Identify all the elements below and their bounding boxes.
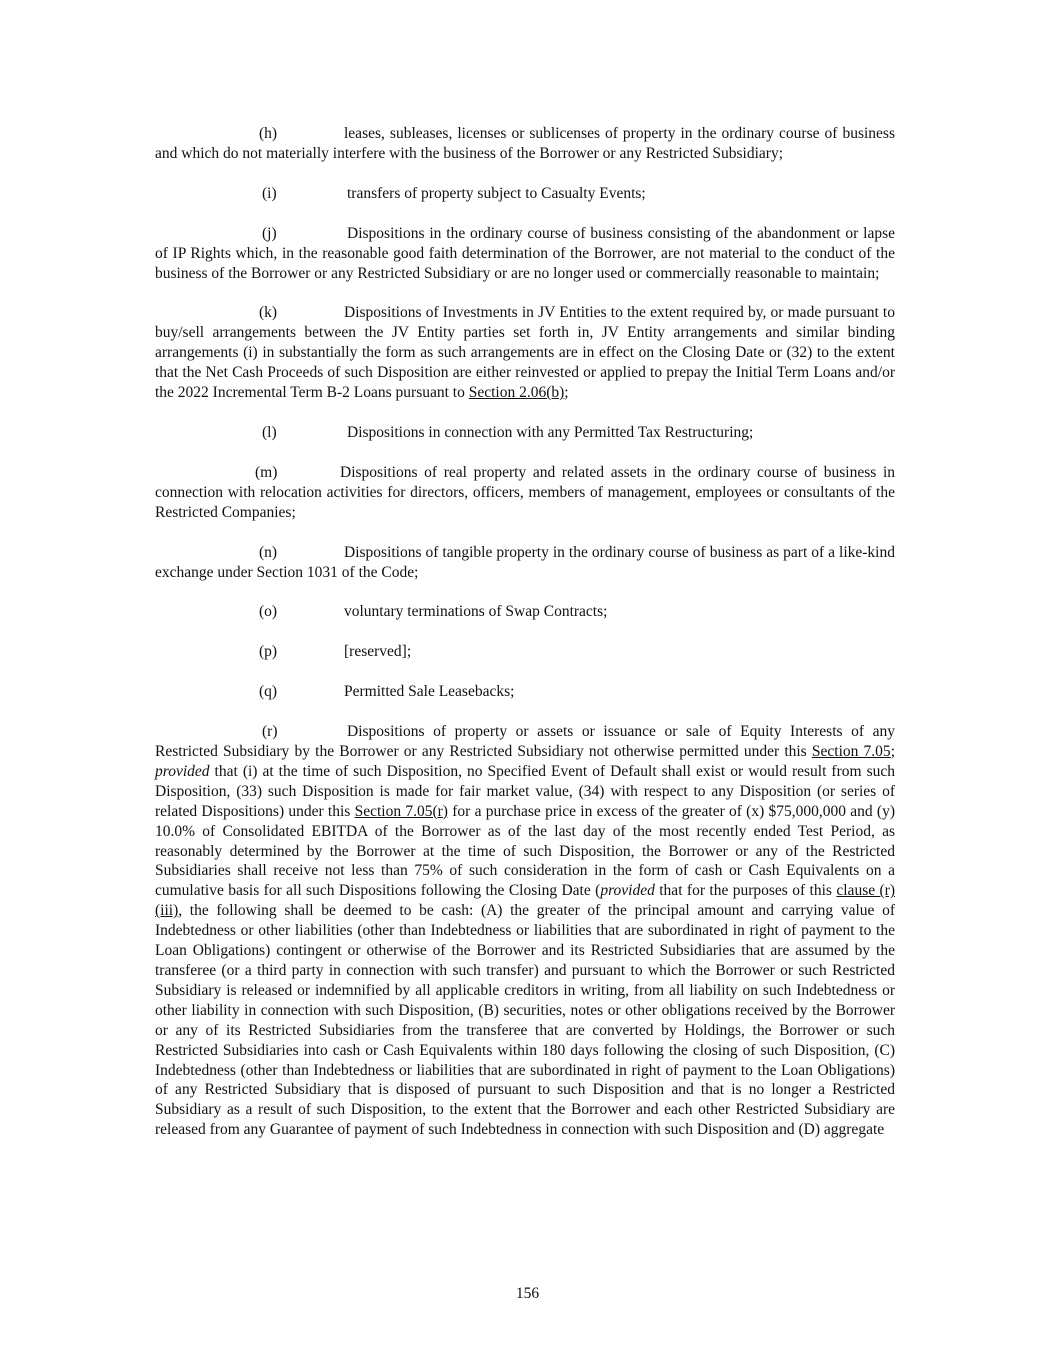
clause-label: (o) (259, 603, 278, 621)
clause-label: (n) (259, 543, 278, 561)
clause-text: ; (890, 743, 895, 761)
clause-m (155, 463, 895, 523)
clause-text: , the following shall be deemed to be cash: (A) the greater of the principal amount and carrying value of Indebtedness or other liabilities (other than Indebtedness or liabilities that are subordinated in right of payment to the Loan Obligations) contingent or otherwise of the Borrower and its Restricted Subsidiaries that are assumed by the transferee (or a third party in connection with such transfer) and pursuant to which the Borrower or such Restricted Subsidiary is released or indemnified by all applicable creditors in writing, from all liability on such Indebtedness or other liability in connection with such Disposition, (B) securities, notes or other obligations received by the Borrower or any of its Restricted Subsidiaries from the transferee that are converted by Holdings, the Borrower or such Restricted Subsidiaries into cash or Cash Equivalents within 180 days following the closing of such Disposition, (C) Indebtedness (other than Indebtedness or liabilities that are subordinated in right of payment to the Loan Obligations) of any Restricted Subsidiary that is disposed of pursuant to such Disposition and that is no longer a Restricted Subsidiary as a result of such Disposition, to the extent that the Borrower and each other Restricted Subsidiary are released from any Guarantee of payment of such Indebtedness in connection with such Disposition and (D) aggregate (155, 902, 895, 1139)
section-reference: Section 7.05(r) (354, 802, 448, 820)
clause-label: (l) (262, 423, 277, 441)
clause-label: (r) (262, 723, 278, 741)
clause-label: (j) (262, 224, 277, 242)
clause-text: [reserved]; (344, 643, 412, 661)
clause-label: (k) (259, 304, 278, 322)
emphasis-provided: provided (600, 882, 655, 900)
clause-text: Permitted Sale Leasebacks; (344, 683, 515, 701)
clause-text: Dispositions of Investments in JV Entities to the extent required by, or made pursuant to buy/sell arrangements between the JV Entity parties set forth in, JV Entity arrangements and similar binding arrangements (i) in substantially the form as such arrangements are in effect on the Closing Date or (32) to the extent that the Net Cash Proceeds of such Disposition are either reinvested or applied to prepay the Initial Term Loans and/or the 2022 Incremental Term B-2 Loans pursuant to (155, 304, 895, 402)
clause-h (155, 124, 895, 164)
clause-label: (h) (259, 125, 278, 142)
clause-label: (i) (262, 184, 277, 202)
clause-j (155, 224, 895, 284)
clause-label: (p) (259, 643, 278, 661)
document-body (155, 124, 895, 1140)
clause-q (155, 682, 895, 702)
clause-o (155, 602, 895, 622)
clause-label: (q) (259, 683, 278, 701)
clause-text: Dispositions in the ordinary course of business consisting of the abandonment or lapse of IP Rights which, in the reasonable good faith determination of the Borrower, are not material to the conduct of the business of the Borrower or any Restricted Subsidiary or are no longer used or commercially reasonable to maintain; (155, 224, 895, 282)
clause-p (155, 642, 895, 662)
clause-r (155, 722, 895, 1140)
clause-k (155, 303, 895, 403)
clause-text: that (i) at the time of such Disposition, no Specified Event of Default shall exist or would result from such Disposition, (33) such Disposition is made for fair market value, (34) with respect to any Disposition (or series of related Dispositions) under this (155, 762, 895, 820)
page-number: 156 (515, 1285, 540, 1302)
clause-label: (m) (255, 463, 278, 481)
clause-n (155, 543, 895, 583)
clause-reference: clause (r)(iii) (155, 882, 895, 920)
clause-text: that for the purposes of this (654, 882, 837, 900)
clause-l (155, 423, 895, 443)
clause-text: Dispositions of tangible property in the ordinary course of business as part of a like-kind exchange under Section 1031 of the Code; (155, 543, 895, 581)
section-reference: Section 7.05 (811, 743, 891, 761)
clause-text: voluntary terminations of Swap Contracts; (344, 603, 608, 621)
clause-text-end: ; (564, 384, 569, 402)
clause-text: Dispositions of property or assets or issuance or sale of Equity Interests of any Restricted Subsidiary by the Borrower or any Restricted Subsidiary not otherwise permitted under this (155, 723, 895, 761)
clause-text: Dispositions of real property and related assets in the ordinary course of business in connection with relocation activities for directors, officers, members of management, employees or consultants of the Restricted Companies; (155, 463, 895, 521)
clause-text: transfers of property subject to Casualty Events; (347, 184, 646, 202)
clause-text: leases, subleases, licenses or sublicenses of property in the ordinary course of business and which do not materially interfere with the business of the Borrower or any Restricted Subsidiary; (155, 125, 895, 162)
clause-text: for a purchase price in excess of the greater of (x) $75,000,000 and (y) 10.0% of Consolidated EBITDA of the Borrower as of the last day of the most recently ended Test Period, as reasonably determined by the Borrower at the time of such Disposition, the Borrower or any of the Restricted Subsidiaries shall receive not less than 75% of such consideration in the form of cash or Cash Equivalents on a cumulative basis for all such Dispositions following the Closing Date ( (155, 802, 896, 900)
clause-text: Dispositions in connection with any Permitted Tax Restructuring; (347, 423, 754, 441)
clause-i (155, 184, 895, 204)
emphasis-provided: provided (155, 762, 210, 780)
section-reference: Section 2.06(b) (468, 384, 565, 402)
